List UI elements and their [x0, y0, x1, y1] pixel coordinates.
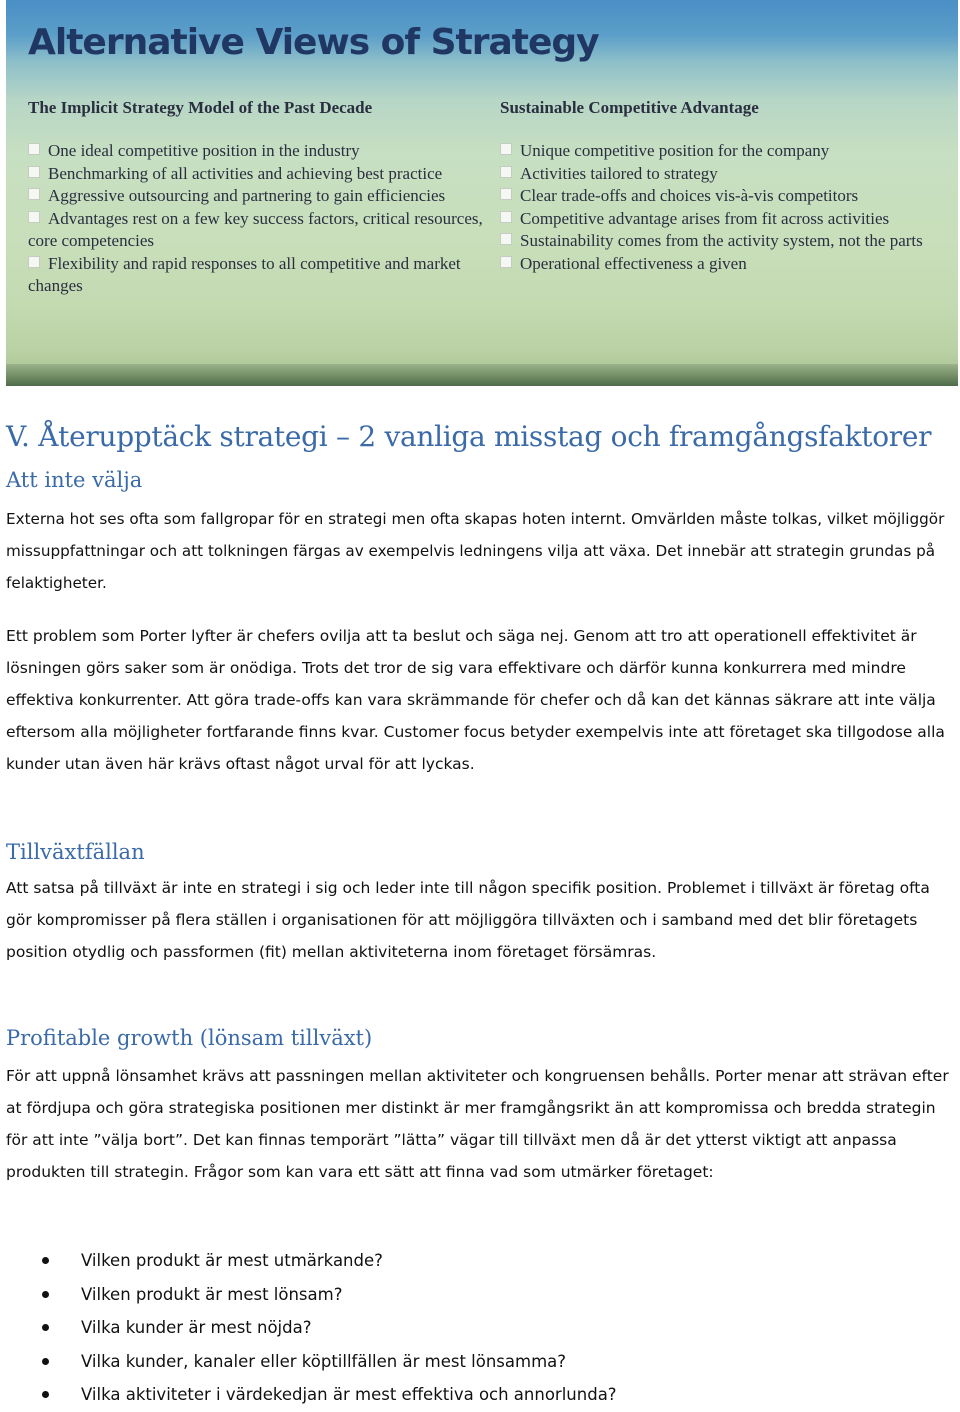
- section-heading-att-inte-valja: Att inte välja: [6, 468, 143, 492]
- slide-list-item: Benchmarking of all activities and achieving best practice: [28, 163, 490, 186]
- slide-left-heading: The Implicit Strategy Model of the Past Decade: [28, 98, 373, 117]
- slide-list-item: Aggressive outsourcing and partnering to gain efficiencies: [28, 185, 490, 208]
- slide-right-column: [500, 98, 940, 275]
- checkbox-square-icon: [28, 188, 40, 200]
- checkbox-square-icon: [500, 211, 512, 223]
- slide-list-item: Clear trade-offs and choices vis-à-vis competitors: [500, 185, 940, 208]
- slide-list-item: Competitive advantage arises from fit across activities: [500, 208, 940, 231]
- paragraph: För att uppnå lönsamhet krävs att passningen mellan aktiviteter och kongruensen behålls. Porter menar att strävan efter at fördjupa och göra strategiska positionen mer distinkt är mer framgångsrikt än att kompromissa och bredda strategin för att inte ”välja bort”. Det kan finnas temporärt ”lätta” vägar till tillväxt men då är det ytterst viktigt att anpassa produkten till strategin. Frågor som kan vara ett sätt att finna vad som utmärker företaget:: [6, 1067, 949, 1181]
- section-main-heading: V. Återupptäck strategi – 2 vanliga misstag och framgångsfaktorer: [6, 420, 932, 453]
- bullet-icon: [42, 1257, 49, 1264]
- paragraph: Att satsa på tillväxt är inte en strategi i sig och leder inte till någon specifik position. Problemet i tillväxt är företag ofta gör kompromisser på flera ställen i organisationen för att möjliggöra tillväxten och i samband med det blir företagets position otydlig och passformen (fit) mellan aktiviteterna inom företaget försämras.: [6, 879, 930, 961]
- bullet-icon: [42, 1291, 49, 1298]
- slide-right-heading: Sustainable Competitive Advantage: [500, 98, 759, 117]
- checkbox-square-icon: [500, 233, 512, 245]
- slide-title: Alternative Views of Strategy: [28, 22, 599, 63]
- slide-left-list: [28, 140, 490, 298]
- checkbox-square-icon: [28, 143, 40, 155]
- slide-list-item: Activities tailored to strategy: [500, 163, 940, 186]
- slide-list-item: Sustainability comes from the activity system, not the parts: [500, 230, 940, 253]
- slide-list-item: Advantages rest on a few key success factors, critical resources, core competencies: [28, 208, 483, 250]
- strategy-slide-image: [6, 0, 958, 386]
- checkbox-square-icon: [500, 166, 512, 178]
- list-item: Vilka kunder, kanaler eller köptillfällen är mest lönsamma?: [6, 1345, 617, 1379]
- paragraph: Externa hot ses ofta som fallgropar för en strategi men ofta skapas hoten internt. Omvärlden måste tolkas, vilket möjliggör missuppfattningar och att tolkningen färgas av exempelvis ledningens vilja att växa. Det innebär att strategin grundas på felaktigheter.: [6, 510, 945, 592]
- checkbox-square-icon: [28, 211, 40, 223]
- bullet-icon: [42, 1358, 49, 1365]
- checkbox-square-icon: [500, 256, 512, 268]
- slide-list-item: Operational effectiveness a given: [500, 253, 940, 276]
- bullet-icon: [42, 1391, 49, 1398]
- list-item: Vilken produkt är mest lönsam?: [6, 1278, 617, 1312]
- checkbox-square-icon: [28, 166, 40, 178]
- checkbox-square-icon: [500, 143, 512, 155]
- list-item: Vilken produkt är mest utmärkande?: [6, 1244, 617, 1278]
- slide-right-list: [500, 140, 940, 275]
- slide-left-column: [28, 98, 490, 298]
- bullet-icon: [42, 1324, 49, 1331]
- slide-footer-bar: [6, 364, 958, 386]
- slide-list-item: One ideal competitive position in the industry: [28, 140, 490, 163]
- checkbox-square-icon: [28, 256, 40, 268]
- paragraph: Ett problem som Porter lyfter är chefers ovilja att ta beslut och säga nej. Genom att tro att operationell effektivitet är lösningen görs saker som är onödiga. Trots det tror de sig vara effektivare och därför kunna konkurrera med mindre effektiva konkurrenter. Att göra trade-offs kan vara skrämmande för chefer och då kan det kännas säkrare att inte välja eftersom alla möjligheter fortfarande finns kvar. Customer focus betyder exempelvis inte att företaget ska tillgodose alla kunder utan även här krävs oftast något urval för att lyckas.: [6, 627, 945, 773]
- section-heading-tillvaxtfallan: Tillväxtfällan: [6, 840, 145, 864]
- list-item: Vilka kunder är mest nöjda?: [6, 1311, 617, 1345]
- slide-list-item: Flexibility and rapid responses to all competitive and market changes: [28, 253, 461, 295]
- list-item: Vilka aktiviteter i värdekedjan är mest effektiva och annorlunda?: [6, 1378, 617, 1412]
- section-heading-profitable-growth: Profitable growth (lönsam tillväxt): [6, 1026, 373, 1050]
- slide-list-item: Unique competitive position for the company: [500, 140, 940, 163]
- checkbox-square-icon: [500, 188, 512, 200]
- bullet-list: [6, 1244, 617, 1412]
